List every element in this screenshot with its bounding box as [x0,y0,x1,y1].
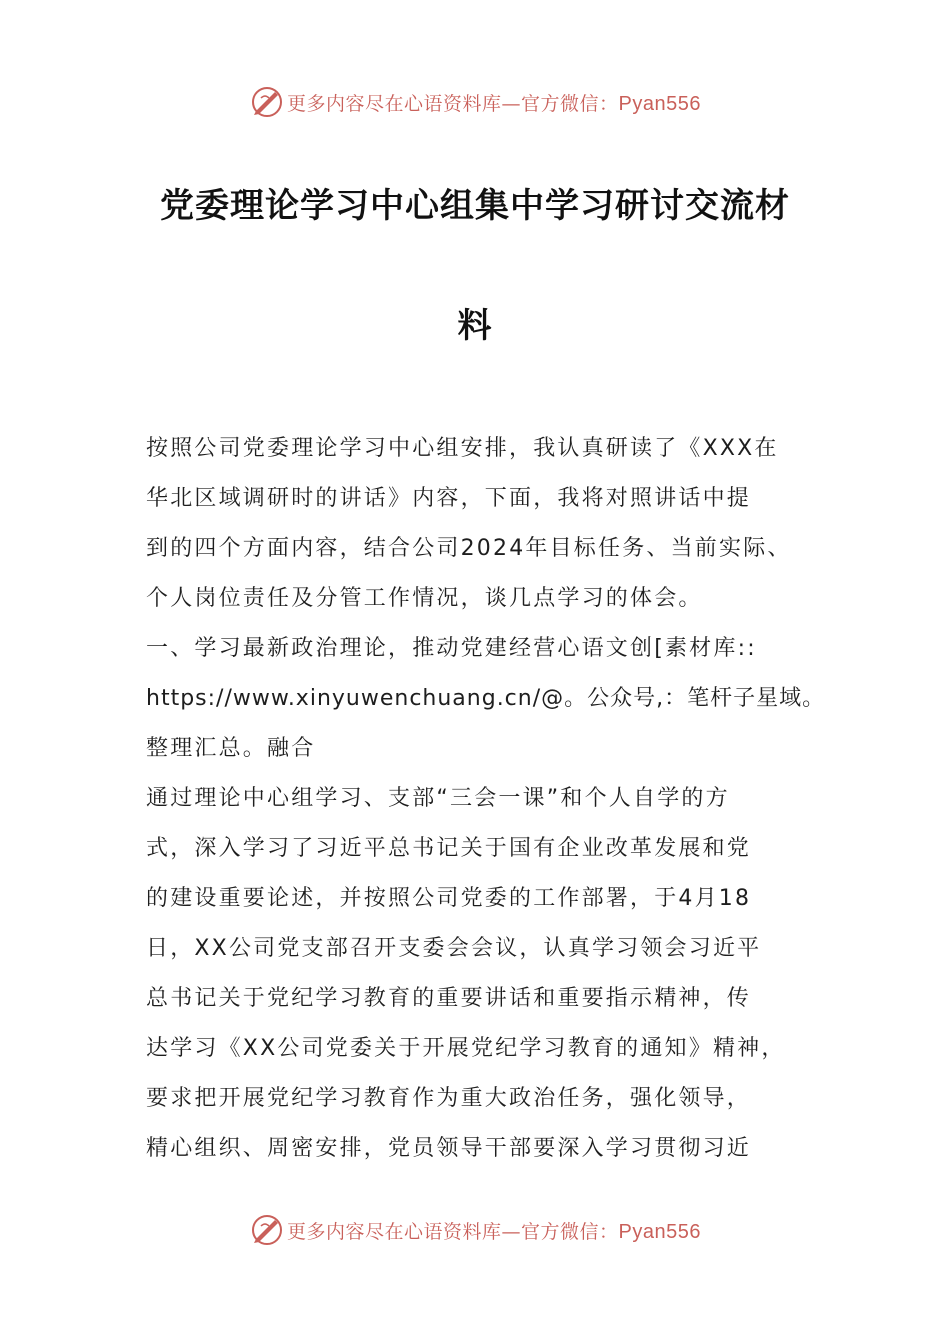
text-line: https://www.xinyuwenchuang.cn/@。公众号,：笔杆子星域。 [146,686,826,711]
banner-dash: — [501,92,522,115]
banner-wechat-id: Pyan556 [618,92,701,115]
banner-main-text: 更多内容尽在心语资料库 [287,1220,502,1243]
text-line: 要求把开展党纪学习教育作为重大政治任务，强化领导， [146,1086,752,1111]
document-title-line-1: 党委理论学习中心组集中学习研讨交流材 [160,186,790,226]
banner-dash: — [501,1220,522,1243]
text-line: 按照公司党委理论学习中心组安排，我认真研读了《XXX在 [146,436,779,461]
pen-logo-icon [249,1212,285,1248]
banner-wechat-label: 官方微信： [521,92,619,115]
banner-text [287,89,701,116]
text-line: 的建设重要论述，并按照公司党委的工作部署，于4月18 [146,886,752,911]
text-line: 到的四个方面内容，结合公司2024年目标任务、当前实际、 [146,536,792,561]
text-line: 式，深入学习了习近平总书记关于国有企业改革发展和党 [146,836,752,861]
footer-banner [0,1208,950,1252]
document-title-line-2: 料 [457,306,493,346]
header-banner [0,80,950,124]
document-body [146,424,826,1174]
banner-wechat-id: Pyan556 [618,1220,701,1243]
text-line: 华北区域调研时的讲话》内容，下面，我将对照讲话中提 [146,486,752,511]
pen-logo-icon [249,84,285,120]
text-line: 整理汇总。融合 [146,736,316,761]
text-line: 日，XX公司党支部召开支委会会议，认真学习领会习近平 [146,936,762,961]
text-line: 达学习《XX公司党委关于开展党纪学习教育的通知》精神， [146,1036,786,1061]
banner-main-text: 更多内容尽在心语资料库 [287,92,502,115]
text-line: 通过理论中心组学习、支部“三会一课”和个人自学的方 [146,786,730,811]
text-line: 一、学习最新政治理论，推动党建经营心语文创[素材库:: [146,636,757,661]
text-line: 总书记关于党纪学习教育的重要讲话和重要指示精神，传 [146,986,752,1011]
text-line: 个人岗位责任及分管工作情况，谈几点学习的体会。 [146,586,703,611]
banner-wechat-label: 官方微信： [521,1220,619,1243]
text-line: 精心组织、周密安排，党员领导干部要深入学习贯彻习近 [146,1136,752,1161]
banner-text [287,1217,701,1244]
